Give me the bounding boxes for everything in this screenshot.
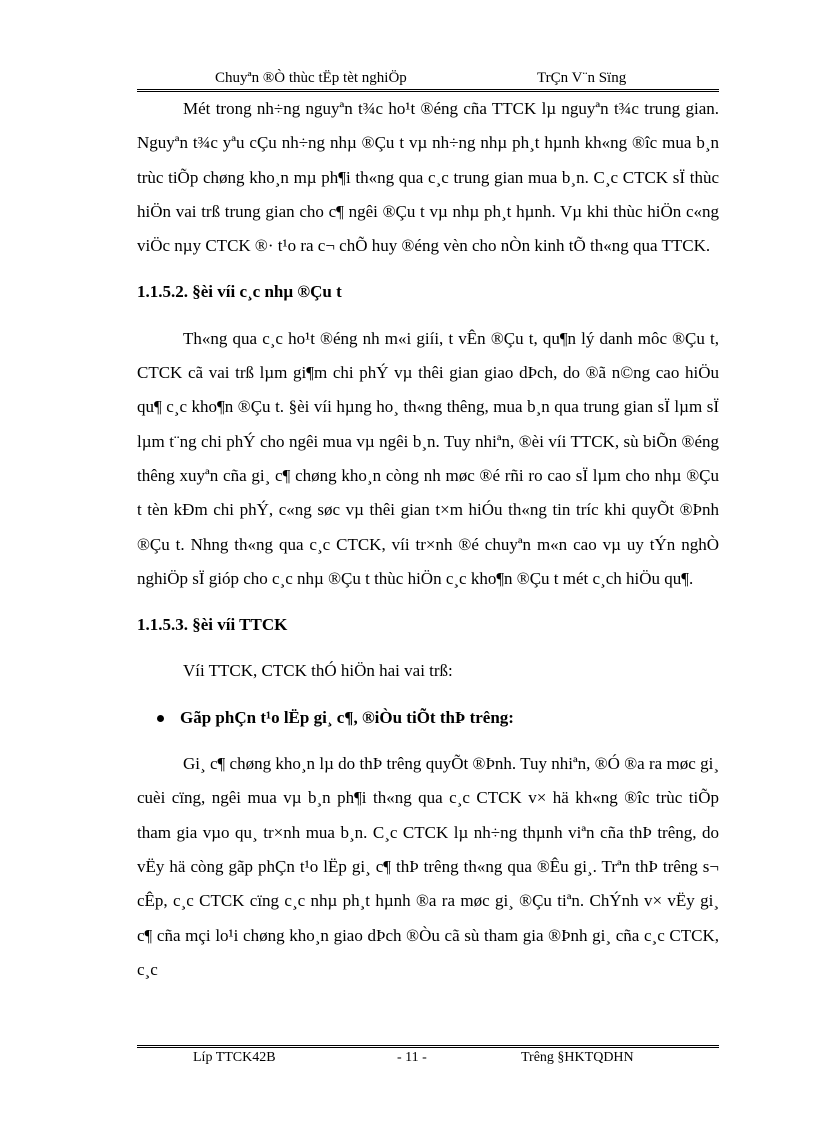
header-document-title: Chuyªn ®Ò thùc tËp tèt nghiÖp: [215, 70, 407, 86]
page-footer: [137, 1050, 719, 1070]
bullet-item-label: Gãp phÇn t¹o lËp gi¸ c¶, ®iÒu tiÕt thÞ trêng:: [180, 707, 514, 727]
footer-page-number: - 11 -: [397, 1050, 427, 1065]
paragraph-price-setting: Gi¸ c¶ chøng kho¸n lµ do thÞ trêng quyÕt ®Þnh. Tuy nhiªn, ®Ó ®a ra møc gi¸ cuèi cïng, ngêi mua vµ b¸n ph¶i th«ng qua c¸c CTCK v× hä kh«ng ®îc trùc tiÕp tham gia vµo qu¸ tr×nh mua b¸n. C¸c CTCK lµ nh÷ng thµnh viªn cña thÞ trêng, do vËy hä còng gãp phÇn t¹o lËp gi¸ c¶ thÞ trêng th«ng qua ®Êu gi¸. Trªn thÞ trêng s¬ cÊp, c¸c CTCK cïng c¸c nhµ ph¸t hµnh ®a ra møc gi¸ ®Çu tiªn. ChÝnh v× vËy gi¸ c¶ cña mçi lo¹i chøng kho¸n giao dÞch ®Òu cã sù tham gia ®Þnh gi¸ cña c¸c CTCK, c¸c: [137, 754, 719, 979]
footer-divider: [137, 1045, 719, 1048]
footer-class: Líp TTCK42B: [193, 1050, 276, 1065]
header-author: TrÇn V¨n Sïng: [537, 70, 627, 86]
paragraph-intermediary-principle: Mét trong nh÷ng nguyªn t¾c ho¹t ®éng cña TTCK lµ nguyªn t¾c trung gian. Nguyªn t¾c yªu cÇu nh÷ng nhµ ®Çu t vµ nh÷ng nhµ ph¸t hµnh kh«ng ®îc mua b¸n trùc tiÕp chøng kho¸n mµ ph¶i th«ng qua c¸c trung gian mua b¸n. C¸c CTCK sÏ thùc hiÖn vai trß trung gian cho c¶ ngêi ®Çu t vµ nhµ ph¸t hµnh. Vµ khi thùc hiÖn c«ng viÖc nµy CTCK ®· t¹o ra c¬ chÕ huy ®éng vèn cho nÒn kinh tÕ th«ng qua TTCK.: [137, 99, 719, 256]
footer-school: Trêng §HKTQDHN: [521, 1050, 634, 1065]
section-heading-ttck: 1.1.5.3. §èi víi TTCK: [137, 615, 288, 635]
page-body: [137, 92, 719, 987]
paragraph-ttck-roles: Víi TTCK, CTCK thÓ hiÖn hai vai trß:: [183, 661, 453, 681]
page-header: [137, 66, 719, 90]
bullet-item-price-setting: [137, 701, 719, 735]
paragraph-investors: Th«ng qua c¸c ho¹t ®éng nh m«i giíi, t vÊn ®Çu t, qu¶n lý danh môc ®Çu t, CTCK cã vai trß lµm gi¶m chi phÝ vµ thêi gian giao dÞch, do ®ã n©ng cao hiÖu qu¶ c¸c kho¶n ®Çu t. §èi víi hµng ho¸ th«ng thêng, mua b¸n qua trung gian sÏ lµm sÏ lµm t¨ng chi phÝ cho ngêi mua vµ ngêi b¸n. Tuy nhiªn, ®èi víi TTCK, sù biÕn ®éng thêng xuyªn cña gi¸ c¶ chøng kho¸n còng nh møc ®é rñi ro cao sÏ lµm cho nhµ ®Çu t tèn kÐm chi phÝ, c«ng søc vµ thêi gian t×m hiÓu th«ng tin tríc khi quyÕt ®Þnh ®Çu t. Nhng th«ng qua c¸c CTCK, víi tr×nh ®é chuyªn m«n cao vµ uy tÝn nghÒ nghiÖp sÏ gióp cho c¸c nhµ ®Çu t thùc hiÖn c¸c kho¶n ®Çu t mét c¸ch hiÖu qu¶.: [137, 328, 719, 588]
bullet-icon: [157, 715, 164, 722]
section-heading-investors: 1.1.5.2. §èi víi c¸c nhµ ®Çu t: [137, 282, 342, 302]
